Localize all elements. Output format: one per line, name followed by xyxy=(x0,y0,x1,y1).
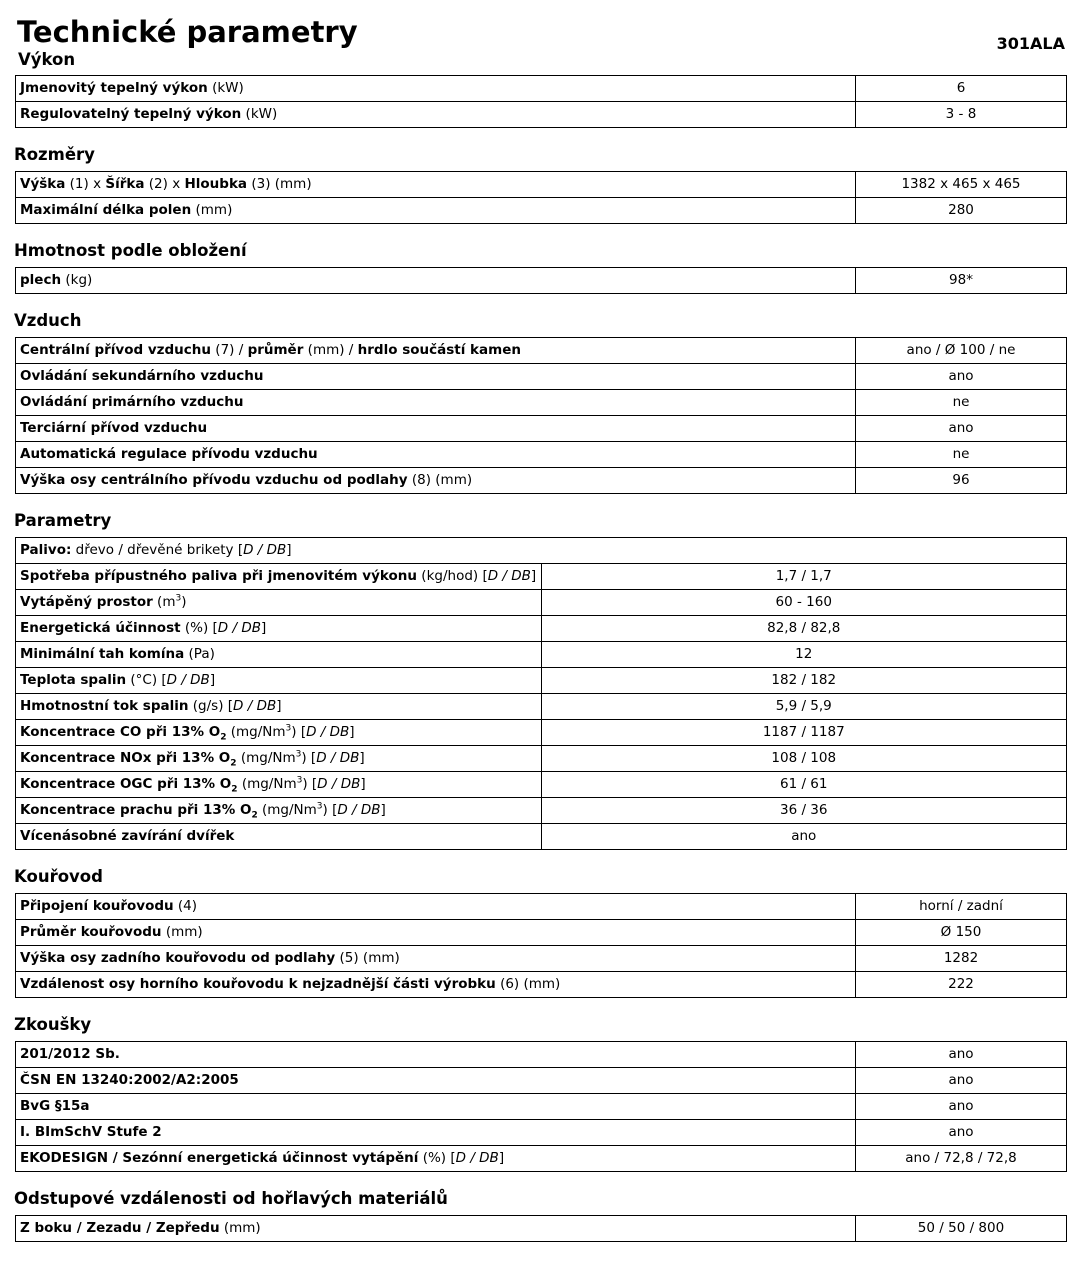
section-zkousky xyxy=(15,1014,1067,1172)
label-part: (3) (mm) xyxy=(247,176,312,192)
label-part: Centrální přívod vzduchu xyxy=(20,342,212,358)
parameters-table xyxy=(15,537,1067,850)
parameter-value: ano / Ø 100 / ne xyxy=(856,338,1067,364)
table-row xyxy=(16,972,1067,998)
label-part: Jmenovitý tepelný výkon xyxy=(20,80,208,96)
label-part: BvG §15a xyxy=(20,1098,90,1114)
label-part: 3 xyxy=(175,593,182,604)
parameter-label xyxy=(16,746,542,772)
parameter-value: ne xyxy=(856,442,1067,468)
section-heading: Parametry xyxy=(14,511,112,530)
table-row xyxy=(16,894,1067,920)
parameter-label xyxy=(16,720,542,746)
parameter-value: 36 / 36 xyxy=(541,798,1067,824)
label-part: (7) / xyxy=(211,342,248,358)
parameter-label xyxy=(16,416,856,442)
label-part: Výška osy zadního kouřovodu od podlahy xyxy=(20,950,336,966)
parameter-value: 6 xyxy=(856,76,1067,102)
table-row xyxy=(16,468,1067,494)
label-part: Minimální tah komína xyxy=(20,646,185,662)
table-row xyxy=(16,198,1067,224)
table-row xyxy=(16,1216,1067,1242)
table-row xyxy=(16,538,1067,564)
label-part: D / DB xyxy=(316,750,360,766)
label-part: (kg/hod) [ xyxy=(417,568,488,584)
parameter-value: ano xyxy=(541,824,1067,850)
parameter-label xyxy=(16,772,542,798)
label-part: Z boku / Zezadu / Zepředu xyxy=(20,1220,220,1236)
section-heading: Rozměry xyxy=(14,145,95,164)
label-part: D / DB xyxy=(306,724,350,740)
label-part: D / DB xyxy=(233,698,277,714)
label-part: Regulovatelný tepelný výkon xyxy=(20,106,242,122)
table-row xyxy=(16,772,1067,798)
label-part: Teplota spalin xyxy=(20,672,127,688)
table-row xyxy=(16,920,1067,946)
table-row xyxy=(16,338,1067,364)
label-part: Výška xyxy=(20,176,66,192)
label-part: (6) (mm) xyxy=(495,976,561,992)
label-part: (Pa) xyxy=(184,646,215,662)
parameter-label xyxy=(16,946,856,972)
parameter-value: 1382 x 465 x 465 xyxy=(856,172,1067,198)
section-heading: Kouřovod xyxy=(14,867,103,886)
label-part: Výška osy centrálního přívodu vzduchu od podlahy xyxy=(20,472,408,488)
table-row xyxy=(16,564,1067,590)
label-part: Vzdálenost osy horního kouřovodu k nejzadnější části výrobku xyxy=(20,976,496,992)
label-part: 2 xyxy=(230,758,237,769)
label-part: hrdlo součástí kamen xyxy=(357,342,521,358)
section-vzduch xyxy=(15,310,1067,494)
parameter-label xyxy=(16,1146,856,1172)
section-kourovod xyxy=(15,866,1067,998)
section-heading: Výkon xyxy=(18,50,76,69)
label-part: Hmotnostní tok spalin xyxy=(20,698,189,714)
label-part: Průměr kouřovodu xyxy=(20,924,162,940)
label-part: ) [ xyxy=(301,750,317,766)
label-part: (mm) xyxy=(219,1220,261,1236)
table-row xyxy=(16,1120,1067,1146)
table-row xyxy=(16,102,1067,128)
label-part: Spotřeba přípustného paliva při jmenovitém výkonu xyxy=(20,568,418,584)
table-row xyxy=(16,1094,1067,1120)
section-heading: Zkoušky xyxy=(14,1015,92,1034)
label-part: Palivo: xyxy=(20,542,72,558)
parameter-value: Ø 150 xyxy=(856,920,1067,946)
label-part: EKODESIGN / Sezónní energetická účinnost vytápění xyxy=(20,1150,419,1166)
label-part: (mg/Nm xyxy=(236,750,296,766)
label-part: 3 xyxy=(316,801,323,812)
parameter-label xyxy=(16,468,856,494)
parameter-label xyxy=(16,590,542,616)
table-row xyxy=(16,172,1067,198)
parameter-label xyxy=(16,1042,856,1068)
label-part: ) xyxy=(181,594,187,610)
parameter-label xyxy=(16,442,856,468)
parameter-value: ne xyxy=(856,390,1067,416)
parameter-label xyxy=(16,338,856,364)
parameter-value: 60 - 160 xyxy=(541,590,1067,616)
label-part: (mm) xyxy=(191,202,233,218)
parameter-value: 82,8 / 82,8 xyxy=(541,616,1067,642)
table-row xyxy=(16,416,1067,442)
parameter-label xyxy=(16,972,856,998)
section-vykon xyxy=(15,50,1067,128)
parameters-table xyxy=(15,893,1067,998)
parameters-content xyxy=(15,50,1067,1242)
label-part: (mm) / xyxy=(303,342,358,358)
label-part: Připojení kouřovodu xyxy=(20,898,174,914)
parameter-label xyxy=(16,1094,856,1120)
label-part: Koncentrace CO při 13% O xyxy=(20,724,221,740)
label-part: ] xyxy=(276,698,282,714)
parameter-value: ano xyxy=(856,364,1067,390)
label-part: Koncentrace NOx při 13% O xyxy=(20,750,231,766)
parameter-value: 1,7 / 1,7 xyxy=(541,564,1067,590)
parameter-label xyxy=(16,824,542,850)
table-row xyxy=(16,442,1067,468)
label-part: 3 xyxy=(285,723,292,734)
label-part: Automatická regulace přívodu vzduchu xyxy=(20,446,318,462)
label-part: ) [ xyxy=(291,724,307,740)
table-row xyxy=(16,946,1067,972)
parameter-value: ano / 72,8 / 72,8 xyxy=(856,1146,1067,1172)
table-row xyxy=(16,268,1067,294)
parameter-value: 1282 xyxy=(856,946,1067,972)
parameter-value: 61 / 61 xyxy=(541,772,1067,798)
label-part: ] xyxy=(498,1150,505,1166)
parameter-label xyxy=(16,76,856,102)
parameter-value: 98* xyxy=(856,268,1067,294)
parameter-label xyxy=(16,694,542,720)
label-part: (8) (mm) xyxy=(407,472,473,488)
label-part: ) [ xyxy=(302,776,318,792)
parameter-value: 3 - 8 xyxy=(856,102,1067,128)
table-row xyxy=(16,746,1067,772)
parameter-label xyxy=(16,172,856,198)
label-part: ] xyxy=(349,724,355,740)
label-part: I. BImSchV Stufe 2 xyxy=(20,1124,162,1140)
parameters-table xyxy=(15,75,1067,128)
label-part: 2 xyxy=(251,810,258,821)
parameter-value: ano xyxy=(856,1068,1067,1094)
label-part: 2 xyxy=(220,732,227,743)
label-part: Energetická účinnost xyxy=(20,620,181,636)
label-part: ČSN EN 13240:2002/A2:2005 xyxy=(20,1072,239,1088)
label-part: ] xyxy=(286,542,292,558)
label-part: D / DB xyxy=(337,802,381,818)
label-part: (4) xyxy=(173,898,198,914)
section-rozmery xyxy=(15,144,1067,224)
table-row xyxy=(16,694,1067,720)
label-part: (mg/Nm xyxy=(226,724,286,740)
parameter-label xyxy=(16,390,856,416)
label-part: ] xyxy=(530,568,537,584)
label-part: Vícenásobné zavírání dvířek xyxy=(20,828,235,844)
parameters-table xyxy=(15,171,1067,224)
label-part: (5) (mm) xyxy=(335,950,400,966)
label-part: (mg/Nm xyxy=(237,776,297,792)
label-part: (kW) xyxy=(207,80,244,96)
parameter-label xyxy=(16,268,856,294)
label-part: Maximální délka polen xyxy=(20,202,192,218)
section-heading: Hmotnost podle obložení xyxy=(14,241,247,260)
parameter-label xyxy=(16,642,542,668)
label-part: (1) x xyxy=(65,176,106,192)
section-hmotnost-podle-oblozeni xyxy=(15,240,1067,294)
label-part: 3 xyxy=(295,749,302,760)
label-part: (kW) xyxy=(241,106,278,122)
parameter-value: 12 xyxy=(541,642,1067,668)
table-row xyxy=(16,76,1067,102)
parameters-table xyxy=(15,337,1067,494)
table-row xyxy=(16,1042,1067,1068)
label-part: ) [ xyxy=(322,802,338,818)
label-part: plech xyxy=(20,272,62,288)
label-part: D / DB xyxy=(455,1150,499,1166)
parameter-value: ano xyxy=(856,1094,1067,1120)
parameter-label xyxy=(16,798,542,824)
section-odstupove-vzdalenosti-od-horlavych-materialu xyxy=(15,1188,1067,1242)
page-title: Technické parametry xyxy=(17,15,358,49)
table-row xyxy=(16,590,1067,616)
parameters-table xyxy=(15,1041,1067,1172)
label-part: ] xyxy=(209,672,216,688)
label-part: ] xyxy=(359,750,365,766)
parameter-label xyxy=(16,616,542,642)
label-part: (m xyxy=(152,594,176,610)
label-part: 2 xyxy=(231,784,238,795)
parameter-value: 1187 / 1187 xyxy=(541,720,1067,746)
label-part: D / DB xyxy=(487,568,531,584)
parameter-value: 222 xyxy=(856,972,1067,998)
parameter-label xyxy=(16,198,856,224)
section-heading: Vzduch xyxy=(14,311,82,330)
parameter-label xyxy=(16,564,542,590)
parameter-value: 280 xyxy=(856,198,1067,224)
parameters-table xyxy=(15,1215,1067,1242)
label-part: 201/2012 Sb. xyxy=(20,1046,120,1062)
table-row xyxy=(16,642,1067,668)
section-parametry xyxy=(15,510,1067,850)
label-part: Ovládání primárního vzduchu xyxy=(20,394,244,410)
label-part: Terciární přívod vzduchu xyxy=(20,420,208,436)
label-part: Koncentrace prachu při 13% O xyxy=(20,802,252,818)
label-part: D / DB xyxy=(243,542,287,558)
label-part: D / DB xyxy=(317,776,361,792)
label-part: ] xyxy=(260,620,267,636)
parameter-label xyxy=(16,1216,856,1242)
label-part: ] xyxy=(380,802,386,818)
label-part: Ovládání sekundárního vzduchu xyxy=(20,368,264,384)
label-part: Koncentrace OGC při 13% O xyxy=(20,776,232,792)
parameter-label xyxy=(16,102,856,128)
parameter-value: 96 xyxy=(856,468,1067,494)
label-part: 3 xyxy=(296,775,303,786)
label-part: (%) [ xyxy=(418,1150,456,1166)
parameter-value: ano xyxy=(856,416,1067,442)
table-row xyxy=(16,1146,1067,1172)
parameter-value: 182 / 182 xyxy=(541,668,1067,694)
parameter-label xyxy=(16,1120,856,1146)
label-part: (2) x xyxy=(144,176,185,192)
label-part: D / DB xyxy=(217,620,261,636)
table-row xyxy=(16,364,1067,390)
table-row xyxy=(16,798,1067,824)
section-heading: Odstupové vzdálenosti od hořlavých materiálů xyxy=(14,1189,448,1208)
parameter-label xyxy=(16,364,856,390)
table-row xyxy=(16,668,1067,694)
table-row xyxy=(16,616,1067,642)
label-part: (mg/Nm xyxy=(257,802,317,818)
parameter-label xyxy=(16,1068,856,1094)
table-row xyxy=(16,1068,1067,1094)
label-part: (°C) [ xyxy=(126,672,167,688)
parameter-label xyxy=(16,920,856,946)
label-part: D / DB xyxy=(166,672,210,688)
parameter-value: horní / zadní xyxy=(856,894,1067,920)
parameter-label xyxy=(16,538,1067,564)
parameter-value: 50 / 50 / 800 xyxy=(856,1216,1067,1242)
parameter-label xyxy=(16,668,542,694)
table-row xyxy=(16,720,1067,746)
parameter-value: 108 / 108 xyxy=(541,746,1067,772)
label-part: Vytápěný prostor xyxy=(20,594,153,610)
parameters-table xyxy=(15,267,1067,294)
parameter-value: 5,9 / 5,9 xyxy=(541,694,1067,720)
label-part: dřevo / dřevěné brikety [ xyxy=(71,542,244,558)
label-part: Hloubka xyxy=(184,176,248,192)
model-code: 301ALA xyxy=(996,34,1065,53)
parameter-label xyxy=(16,894,856,920)
table-row xyxy=(16,390,1067,416)
label-part: (mm) xyxy=(161,924,203,940)
label-part: Šířka xyxy=(105,176,145,192)
table-row xyxy=(16,824,1067,850)
label-part: (%) [ xyxy=(180,620,218,636)
label-part: (g/s) [ xyxy=(188,698,234,714)
label-part: ] xyxy=(360,776,366,792)
label-part: (kg) xyxy=(61,272,93,288)
parameter-value: ano xyxy=(856,1120,1067,1146)
label-part: průměr xyxy=(247,342,304,358)
parameter-value: ano xyxy=(856,1042,1067,1068)
